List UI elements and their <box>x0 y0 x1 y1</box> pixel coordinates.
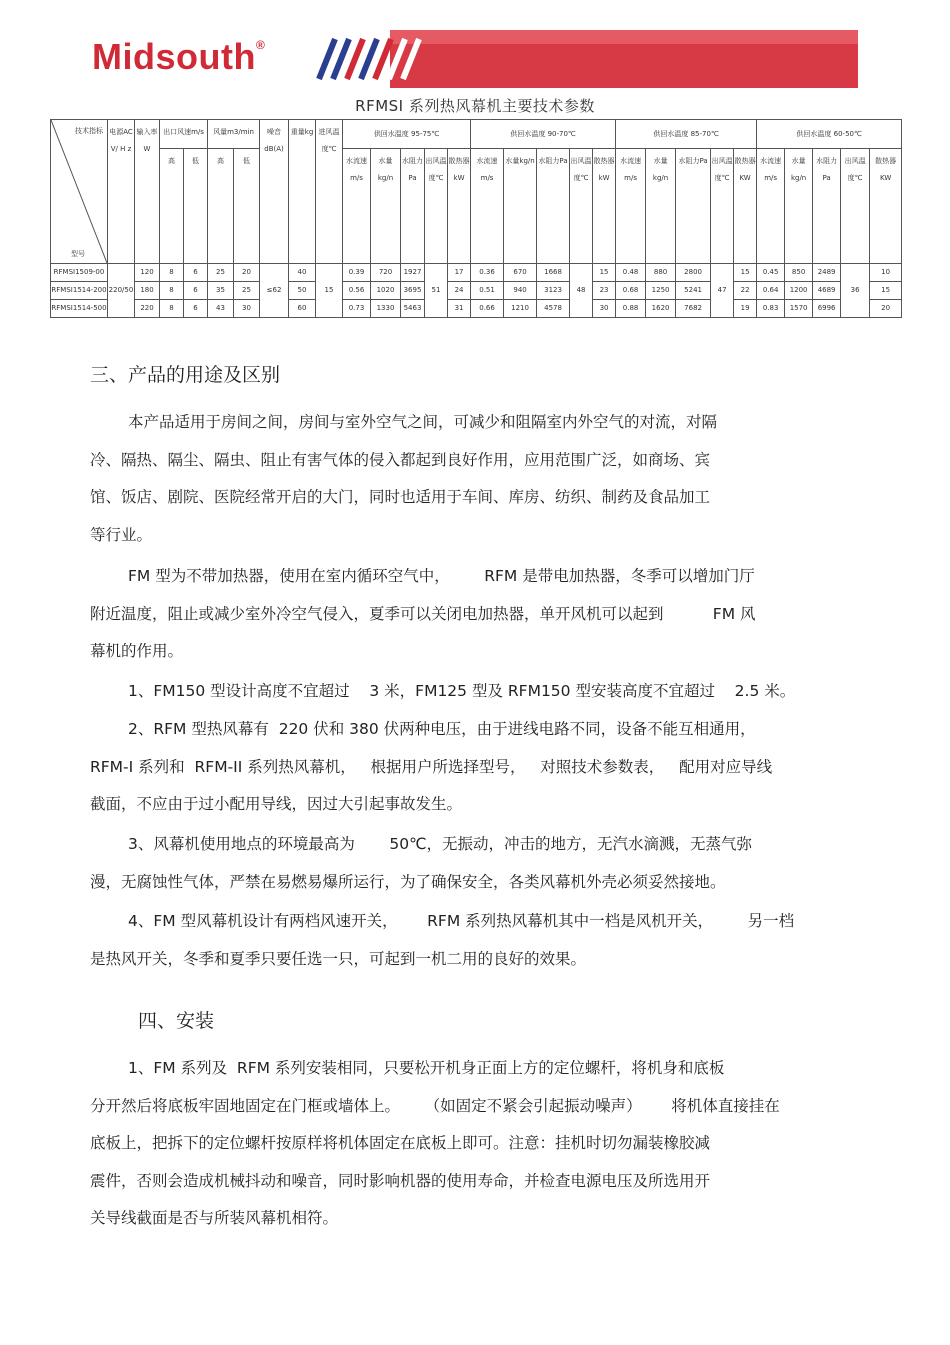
text-line: 冷、隔热、隔尘、隔虫、阻止有害气体的侵入都起到良好作用，应用范围广泛，如商场、宾 <box>90 450 711 469</box>
g3-col-resist: 水阻力Pa <box>676 149 711 264</box>
airflow-low-cell: 30 <box>234 300 260 318</box>
g1-heat-cell: 24 <box>448 282 471 300</box>
g2-water-cell: 1210 <box>504 300 537 318</box>
text-line: 关导线截面是否与所装风幕机相符。 <box>90 1209 339 1227</box>
g3-heat-cell: 22 <box>734 282 757 300</box>
g4-resist-cell: 6996 <box>813 300 841 318</box>
g3-water-cell: 880 <box>646 264 676 282</box>
outlet-speed-header: 出口风速m/s <box>160 120 208 149</box>
spec-table <box>50 119 902 318</box>
diagonal-header-cell <box>51 120 108 264</box>
section-3-item-2 <box>90 711 870 824</box>
header-row-2 <box>51 149 902 264</box>
text-line: 幕机的作用。 <box>90 642 184 660</box>
text-line: RFM-I 系列和 RFM-II 系列热风幕机， 根据用户所选择型号， 对照技术参数表， 配用对应导线 <box>90 757 773 776</box>
airflow-high-cell: 43 <box>208 300 234 318</box>
text-line: 馆、饭店、剧院、医院经常开启的大门，同时也适用于车间、库房、纺织、制药及食品加工 <box>90 488 711 506</box>
outlet-low-cell: 6 <box>184 282 208 300</box>
g2-col-resist: 水阻力Pa <box>537 149 570 264</box>
g4-heat-cell: 15 <box>870 282 902 300</box>
power-header: 电源AC V/ H z <box>108 120 135 264</box>
noise-cell: ≤62 <box>260 264 289 318</box>
airflow-high-header: 高 <box>208 149 234 264</box>
g2-heat-cell: 15 <box>593 264 616 282</box>
g1-heat-cell: 17 <box>448 264 471 282</box>
group-4-header: 供回水温度 60-50℃ <box>757 120 902 149</box>
group-3-header: 供回水温度 85-70℃ <box>616 120 757 149</box>
text-line: 等行业。 <box>90 525 153 544</box>
g2-col-flow: 水流速m/s <box>471 149 504 264</box>
weight-cell: 60 <box>289 300 316 318</box>
g3-flow-cell: 0.68 <box>616 282 646 300</box>
weight-header: 重量kg <box>289 120 316 264</box>
weight-cell: 40 <box>289 264 316 282</box>
g1-col-outtemp: 出风温度℃ <box>425 149 448 264</box>
outlet-low-cell: 6 <box>184 264 208 282</box>
g2-outtemp-cell: 48 <box>570 264 593 318</box>
g1-resist-cell: 3695 <box>401 282 425 300</box>
g4-outtemp-cell: 36 <box>841 264 870 318</box>
airflow-low-cell: 20 <box>234 264 260 282</box>
g4-heat-cell: 20 <box>870 300 902 318</box>
g4-resist-cell: 2489 <box>813 264 841 282</box>
outlet-high-cell: 8 <box>160 282 184 300</box>
g3-flow-cell: 0.48 <box>616 264 646 282</box>
g4-heat-cell: 10 <box>870 264 902 282</box>
g3-heat-cell: 15 <box>734 264 757 282</box>
section-3-paragraph-1 <box>90 404 870 554</box>
section-3-item-3 <box>90 826 870 901</box>
outlet-high-cell: 8 <box>160 264 184 282</box>
g3-col-heat: 散热器KW <box>734 149 757 264</box>
g4-col-outtemp: 出风温度℃ <box>841 149 870 264</box>
section-3-item-1 <box>90 673 870 711</box>
g4-col-water: 水量kg/n <box>785 149 813 264</box>
text-line: 1、FM 系列及 RFM 系列安装相同，只要松开机身正面上方的定位螺杆，将机身和底板 <box>128 1059 725 1077</box>
g1-col-resist: 水阻力Pa <box>401 149 425 264</box>
g1-resist-cell: 5463 <box>401 300 425 318</box>
g1-flow-cell: 0.73 <box>343 300 371 318</box>
header-row-1 <box>51 120 902 149</box>
text-line: 震件，否则会造成机械抖动和噪音，同时影响机器的使用寿命，并检查电源电压及所选用开 <box>90 1171 711 1190</box>
table-row <box>51 282 902 300</box>
g3-outtemp-cell: 47 <box>711 264 734 318</box>
airflow-high-cell: 25 <box>208 264 234 282</box>
logo-slashes-icon <box>305 35 445 83</box>
g4-col-resist: 水阻力Pa <box>813 149 841 264</box>
noise-header: 噪音dB(A) <box>260 120 289 264</box>
g2-resist-cell: 4578 <box>537 300 570 318</box>
model-cell: RFMSI1509-00 <box>51 264 108 282</box>
g1-col-heat: 散热器kW <box>448 149 471 264</box>
text-line: 漫，无腐蚀性气体，严禁在易燃易爆所运行，为了确保安全，各类风幕机外壳必须妥然接地。 <box>90 872 726 891</box>
logo-banner <box>90 30 858 88</box>
group-1-header: 供回水温度 95-75℃ <box>343 120 471 149</box>
banner-stripe-highlight <box>390 30 858 44</box>
airflow-header: 风量m3/min <box>208 120 260 149</box>
g4-water-cell: 1570 <box>785 300 813 318</box>
text-line: 1、FM150 型设计高度不宜超过 3 米，FM125 型及 RFM150 型安装高度不宜超过 2.5 米。 <box>128 682 796 700</box>
g4-flow-cell: 0.64 <box>757 282 785 300</box>
g1-col-flow: 水流速m/s <box>343 149 371 264</box>
text-line: 4、FM 型风幕机设计有两档风速开关， RFM 系列热风幕机其中一档是风机开关， 另一档 <box>128 912 795 930</box>
g3-resist-cell: 5241 <box>676 282 711 300</box>
outlet-low-header: 低 <box>184 149 208 264</box>
weight-cell: 50 <box>289 282 316 300</box>
g3-col-flow: 水流速m/s <box>616 149 646 264</box>
g4-col-flow: 水流速m/s <box>757 149 785 264</box>
g4-col-heat: 散热器KW <box>870 149 902 264</box>
g2-col-outtemp: 出风温度℃ <box>570 149 593 264</box>
model-cell: RFMSI1514-200 <box>51 282 108 300</box>
g1-water-cell: 720 <box>371 264 401 282</box>
g2-flow-cell: 0.66 <box>471 300 504 318</box>
g3-water-cell: 1620 <box>646 300 676 318</box>
g4-resist-cell: 4689 <box>813 282 841 300</box>
g2-water-cell: 940 <box>504 282 537 300</box>
g1-heat-cell: 31 <box>448 300 471 318</box>
g2-col-heat: 散热器kW <box>593 149 616 264</box>
g4-water-cell: 850 <box>785 264 813 282</box>
table-title: RFMSI 系列热风幕机主要技术参数 <box>355 97 595 115</box>
outlet-high-cell: 8 <box>160 300 184 318</box>
model-cell: RFMSI1514-500 <box>51 300 108 318</box>
g2-resist-cell: 3123 <box>537 282 570 300</box>
g3-heat-cell: 19 <box>734 300 757 318</box>
section-3-heading: 三、产品的用途及区别 <box>90 364 281 386</box>
inlet-temp-cell: 15 <box>316 264 343 318</box>
power-cell: 220/50 <box>108 264 135 318</box>
g4-flow-cell: 0.83 <box>757 300 785 318</box>
text-line: FM 型为不带加热器，使用在室内循环空气中， RFM 是带电加热器，冬季可以增加门厅 <box>128 567 755 585</box>
g2-resist-cell: 1668 <box>537 264 570 282</box>
text-line: 底板上，把拆下的定位螺杆按原样将机体固定在底板上即可。注意：挂机时切勿漏装橡胶减 <box>90 1134 711 1152</box>
g2-col-water: 水量kg/n <box>504 149 537 264</box>
diagonal-line <box>51 120 107 263</box>
g2-flow-cell: 0.51 <box>471 282 504 300</box>
group-2-header: 供回水温度 90-70℃ <box>471 120 616 149</box>
input-header: 输入率W <box>135 120 160 264</box>
diag-label-bottom: 型号 <box>71 250 85 258</box>
g3-flow-cell: 0.88 <box>616 300 646 318</box>
section-3-item-4 <box>90 903 870 978</box>
brand-logo <box>92 36 265 78</box>
g4-flow-cell: 0.45 <box>757 264 785 282</box>
g1-flow-cell: 0.39 <box>343 264 371 282</box>
g1-water-cell: 1020 <box>371 282 401 300</box>
g2-flow-cell: 0.36 <box>471 264 504 282</box>
inlet-temp-header: 进风温度℃ <box>316 120 343 264</box>
g1-col-water: 水量kg/n <box>371 149 401 264</box>
input-cell: 220 <box>135 300 160 318</box>
text-line: 2、RFM 型热风幕有 220 伏和 380 伏两种电压，由于进线电路不同，设备不能互相通用， <box>128 720 756 738</box>
g3-water-cell: 1250 <box>646 282 676 300</box>
g3-resist-cell: 2800 <box>676 264 711 282</box>
registered-mark: ® <box>255 38 266 52</box>
g2-heat-cell: 30 <box>593 300 616 318</box>
g4-water-cell: 1200 <box>785 282 813 300</box>
g1-water-cell: 1330 <box>371 300 401 318</box>
diag-label-top: 技术指标 <box>75 127 103 135</box>
g2-heat-cell: 23 <box>593 282 616 300</box>
g1-resist-cell: 1927 <box>401 264 425 282</box>
brand-name: Midsouth <box>92 36 256 77</box>
section-4-heading: 四、安装 <box>138 1010 215 1032</box>
section-4-paragraph-1 <box>90 1050 870 1238</box>
airflow-low-header: 低 <box>234 149 260 264</box>
input-cell: 120 <box>135 264 160 282</box>
g3-col-outtemp: 出风温度℃ <box>711 149 734 264</box>
airflow-high-cell: 35 <box>208 282 234 300</box>
text-line: 截面，不应由于过小配用导线，因过大引起事故发生。 <box>90 795 463 813</box>
g1-outtemp-cell: 51 <box>425 264 448 318</box>
table-row <box>51 264 902 282</box>
input-cell: 180 <box>135 282 160 300</box>
text-line: 分开然后将底板牢固地固定在门框或墙体上。 （如固定不紧会引起振动噪声） 将机体直接挂在 <box>90 1096 780 1115</box>
section-3-paragraph-2 <box>90 558 870 671</box>
outlet-low-cell: 6 <box>184 300 208 318</box>
g1-flow-cell: 0.56 <box>343 282 371 300</box>
text-line: 3、风幕机使用地点的环境最高为 50℃，无振动，冲击的地方，无汽水滴溅，无蒸气弥 <box>128 835 752 853</box>
text-line: 本产品适用于房间之间，房间与室外空气之间，可减少和阻隔室内外空气的对流，对隔 <box>128 413 718 431</box>
text-line: 是热风开关，冬季和夏季只要任选一只，可起到一机二用的良好的效果。 <box>90 949 587 968</box>
table-row <box>51 300 902 318</box>
g2-water-cell: 670 <box>504 264 537 282</box>
g3-resist-cell: 7682 <box>676 300 711 318</box>
g3-col-water: 水量kg/n <box>646 149 676 264</box>
airflow-low-cell: 25 <box>234 282 260 300</box>
outlet-high-header: 高 <box>160 149 184 264</box>
text-line: 附近温度，阻止或减少室外冷空气侵入，夏季可以关闭电加热器，单开风机可以起到 FM 风 <box>90 604 756 623</box>
